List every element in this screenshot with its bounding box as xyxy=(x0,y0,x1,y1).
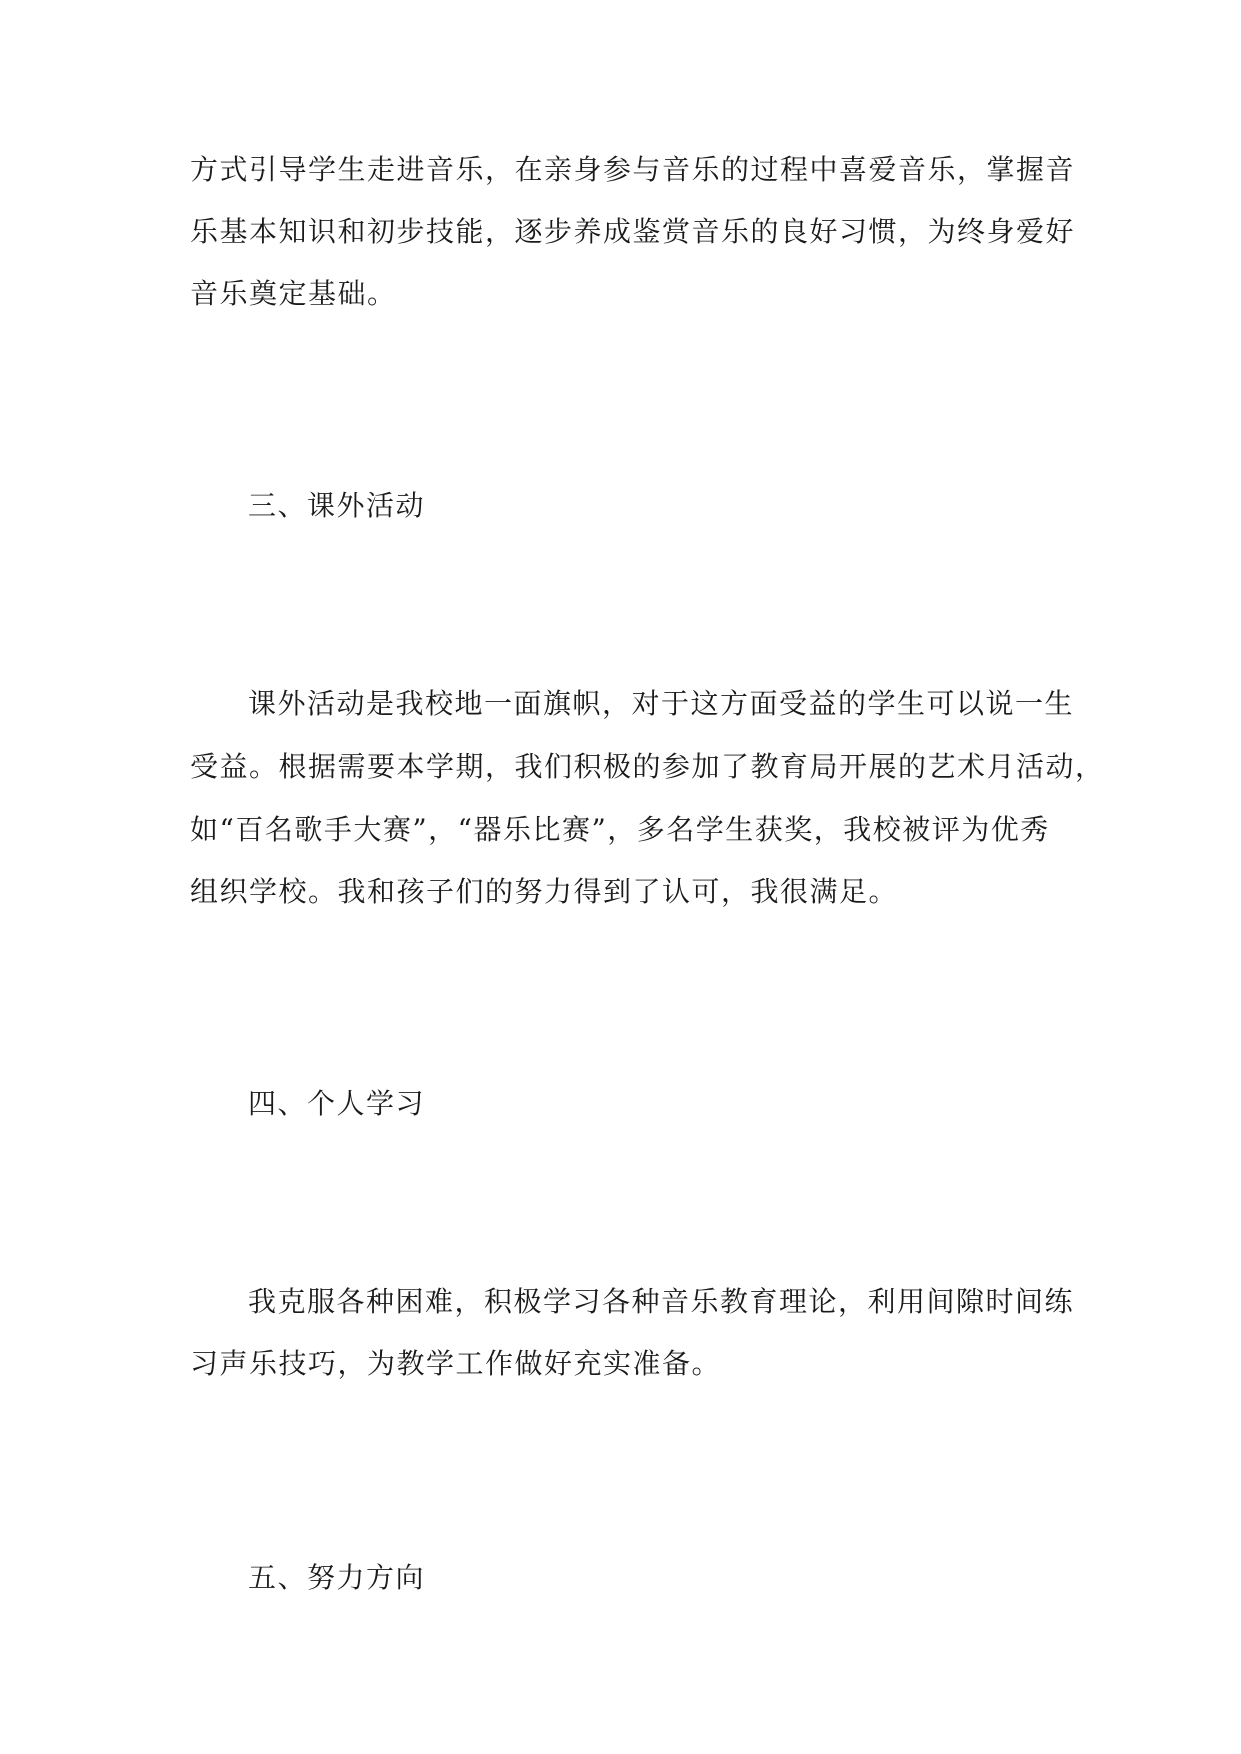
section-3-line-1: 课外活动是我校地一面旗帜，对于这方面受益的学生可以说一生 xyxy=(248,687,1075,720)
section-4-line-2: 习声乐技巧，为教学工作做好充实准备。 xyxy=(190,1347,722,1380)
section-3-line-4: 组织学校。我和孩子们的努力得到了认可，我很满足。 xyxy=(190,875,899,908)
section-5-heading: 五、努力方向 xyxy=(248,1561,426,1594)
section-4-heading: 四、个人学习 xyxy=(248,1087,426,1120)
section-3-heading: 三、课外活动 xyxy=(248,489,426,522)
intro-line-2: 乐基本知识和初步技能，逐步养成鉴赏音乐的良好习惯，为终身爱好 xyxy=(190,215,1076,248)
section-3-line-2: 受益。根据需要本学期，我们积极的参加了教育局开展的艺术月活动， xyxy=(190,750,1105,783)
section-3-line-3: 如“百名歌手大赛”，“器乐比赛”，多名学生获奖，我校被评为优秀 xyxy=(190,813,1050,846)
intro-line-3: 音乐奠定基础。 xyxy=(190,277,397,310)
section-4-line-1: 我克服各种困难，积极学习各种音乐教育理论，利用间隙时间练 xyxy=(248,1285,1075,1318)
intro-line-1: 方式引导学生走进音乐，在亲身参与音乐的过程中喜爱音乐，掌握音 xyxy=(190,153,1076,186)
